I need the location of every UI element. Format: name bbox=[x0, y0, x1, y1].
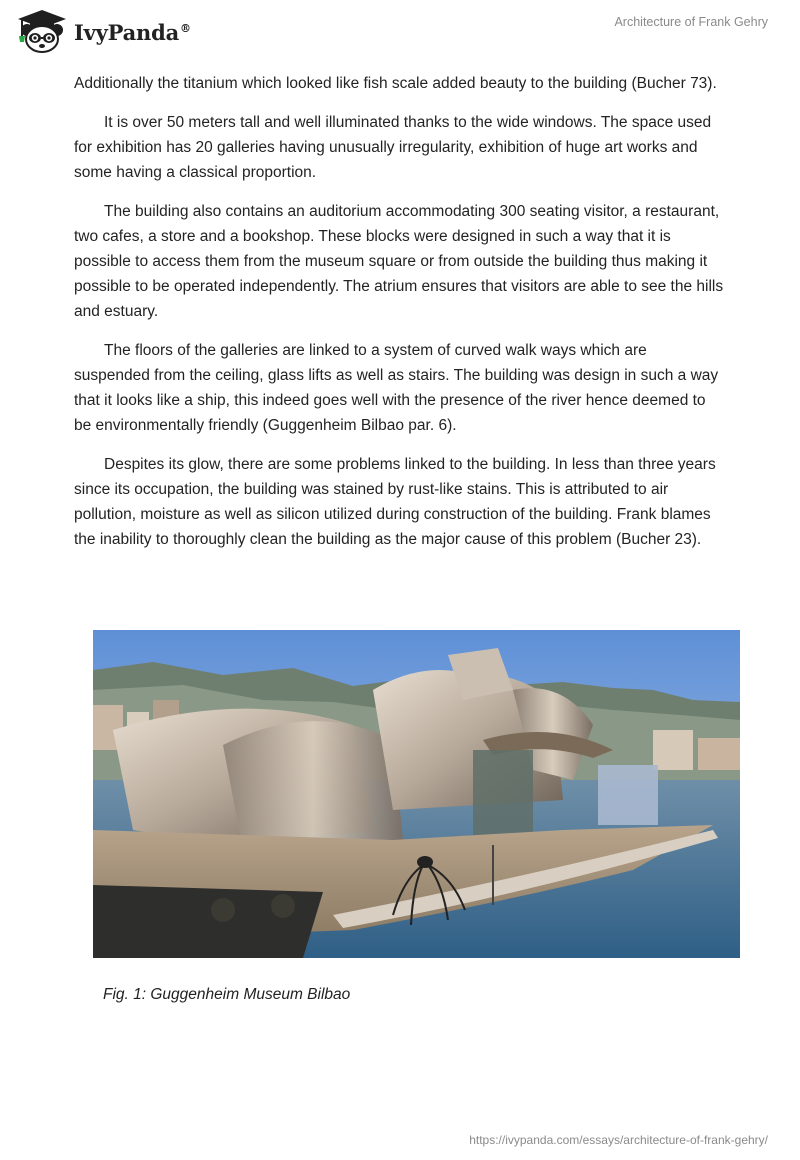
page-header bbox=[0, 0, 800, 64]
panda-graduation-icon bbox=[16, 8, 68, 54]
paragraph: It is over 50 meters tall and well illuminated thanks to the wide windows. The space used for exhibition has 20 galleries having unusually irregularity, exhibition of huge art works and some having a classical proportion. bbox=[74, 114, 712, 181]
running-title: Architecture of Frank Gehry bbox=[614, 15, 768, 29]
source-url[interactable]: https://ivypanda.com/essays/architecture-of-frank-gehry/ bbox=[469, 1133, 768, 1147]
figure-caption: Fig. 1: Guggenheim Museum Bilbao bbox=[103, 986, 351, 1003]
paragraph: The floors of the galleries are linked to a system of curved walk ways which are suspended from the ceiling, glass lifts as well as stairs. The building was design in such a way that it looks like a ship, this indeed goes well with the presence of the river hence deemed to be environmentally friendly (Guggenheim Bilbao par. 6). bbox=[74, 342, 719, 434]
ivypanda-logo[interactable] bbox=[16, 8, 191, 54]
paragraph: Despites its glow, there are some problems linked to the building. In less than three years since its occupation, the building was stained by rust-like stains. This is attributed to air pollution, moisture as well as silicon utilized during construction of the building. Frank blames the inability to thoroughly clean the building as the major cause of this problem (Bucher 23). bbox=[74, 456, 716, 548]
paragraph: The building also contains an auditorium accommodating 300 seating visitor, a restaurant, two cafes, a store and a bookshop. These blocks were designed in such a way that it is possible to access them from the museum square or from outside the building thus making it possible to be operated independently. The atrium ensures that visitors are able to see the hills and estuary. bbox=[74, 203, 724, 320]
guggenheim-museum-photo bbox=[93, 630, 740, 958]
paragraph-continuation: Additionally the titanium which looked like fish scale added beauty to the building (Bucher 73). bbox=[74, 75, 717, 92]
brand-name: IvyPanda® bbox=[74, 19, 191, 45]
essay-body bbox=[74, 71, 724, 566]
